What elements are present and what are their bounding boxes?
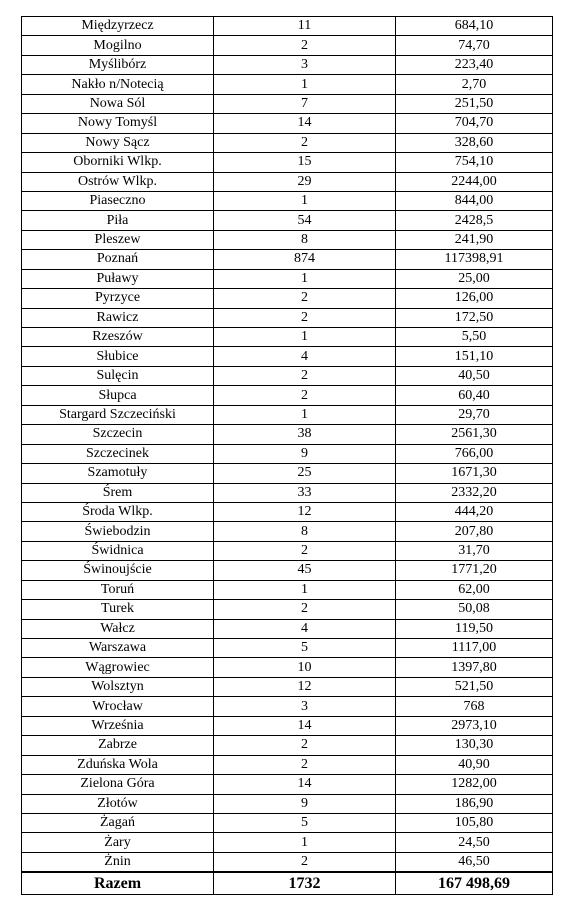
count-cell: 14: [214, 114, 396, 133]
city-cell: Warszawa: [22, 639, 214, 658]
count-cell: 29: [214, 172, 396, 191]
city-cell: Szamotuły: [22, 464, 214, 483]
city-cell: Nakło n/Notecią: [22, 75, 214, 94]
amount-cell: 2428,5: [396, 211, 553, 230]
count-cell: 2: [214, 366, 396, 385]
amount-cell: 29,70: [396, 405, 553, 424]
amount-cell: 684,10: [396, 17, 553, 36]
table-row: [22, 483, 553, 502]
count-cell: 45: [214, 561, 396, 580]
city-cell: Nowy Sącz: [22, 133, 214, 152]
table-row: [22, 289, 553, 308]
amount-cell: 207,80: [396, 522, 553, 541]
table-row: [22, 55, 553, 74]
table-row: [22, 172, 553, 191]
table-row: [22, 425, 553, 444]
city-cell: Środa Wlkp.: [22, 502, 214, 521]
city-cell: Świdnica: [22, 541, 214, 560]
amount-cell: 105,80: [396, 813, 553, 832]
amount-cell: 24,50: [396, 833, 553, 852]
count-cell: 1: [214, 269, 396, 288]
city-cell: Oborniki Wlkp.: [22, 153, 214, 172]
table-row: [22, 833, 553, 852]
city-cell: Zielona Góra: [22, 775, 214, 794]
count-cell: 1: [214, 191, 396, 210]
table-row: [22, 114, 553, 133]
table-row: [22, 386, 553, 405]
city-cell: Wągrowiec: [22, 658, 214, 677]
amount-cell: 444,20: [396, 502, 553, 521]
city-cell: Wolsztyn: [22, 677, 214, 696]
city-cell: Piła: [22, 211, 214, 230]
city-cell: Śrem: [22, 483, 214, 502]
table-row: [22, 639, 553, 658]
count-cell: 4: [214, 347, 396, 366]
amount-cell: 223,40: [396, 55, 553, 74]
city-cell: Rawicz: [22, 308, 214, 327]
count-cell: 5: [214, 639, 396, 658]
amount-cell: 74,70: [396, 36, 553, 55]
table-row: [22, 658, 553, 677]
count-cell: 2: [214, 386, 396, 405]
table-row: [22, 36, 553, 55]
count-cell: 2: [214, 600, 396, 619]
table-row: [22, 677, 553, 696]
count-cell: 12: [214, 502, 396, 521]
table-row: [22, 405, 553, 424]
count-cell: 8: [214, 230, 396, 249]
amount-cell: 1771,20: [396, 561, 553, 580]
count-cell: 33: [214, 483, 396, 502]
table-row: [22, 444, 553, 463]
count-cell: 3: [214, 697, 396, 716]
count-cell: 2: [214, 755, 396, 774]
city-cell: Nowy Tomyśl: [22, 114, 214, 133]
count-cell: 1: [214, 580, 396, 599]
table-row: [22, 230, 553, 249]
amount-cell: 31,70: [396, 541, 553, 560]
table-row: [22, 308, 553, 327]
table-row: [22, 619, 553, 638]
count-cell: 11: [214, 17, 396, 36]
amount-cell: 251,50: [396, 94, 553, 113]
table-row: [22, 269, 553, 288]
amount-cell: 1117,00: [396, 639, 553, 658]
table-row: [22, 755, 553, 774]
count-cell: 14: [214, 716, 396, 735]
count-cell: 874: [214, 250, 396, 269]
city-cell: Piaseczno: [22, 191, 214, 210]
amount-cell: 241,90: [396, 230, 553, 249]
table-row: [22, 697, 553, 716]
amount-cell: 119,50: [396, 619, 553, 638]
city-cell: Września: [22, 716, 214, 735]
city-cell: Wrocław: [22, 697, 214, 716]
amount-cell: 186,90: [396, 794, 553, 813]
table-row: [22, 75, 553, 94]
table-row: [22, 794, 553, 813]
amount-cell: 754,10: [396, 153, 553, 172]
city-cell: Zabrze: [22, 736, 214, 755]
table-row: [22, 813, 553, 832]
amount-cell: 151,10: [396, 347, 553, 366]
city-cell: Świnoujście: [22, 561, 214, 580]
city-cell: Słubice: [22, 347, 214, 366]
amount-cell: 2973,10: [396, 716, 553, 735]
count-cell: 9: [214, 444, 396, 463]
count-cell: 2: [214, 133, 396, 152]
city-cell: Żary: [22, 833, 214, 852]
amount-cell: 5,50: [396, 328, 553, 347]
amount-cell: 766,00: [396, 444, 553, 463]
count-cell: 7: [214, 94, 396, 113]
count-cell: 2: [214, 852, 396, 872]
count-cell: 2: [214, 541, 396, 560]
count-cell: 2: [214, 308, 396, 327]
city-cell: Stargard Szczeciński: [22, 405, 214, 424]
count-cell: 54: [214, 211, 396, 230]
city-cell: Zduńska Wola: [22, 755, 214, 774]
amount-cell: 2332,20: [396, 483, 553, 502]
count-cell: 2: [214, 36, 396, 55]
table-row: [22, 580, 553, 599]
table-row: [22, 775, 553, 794]
count-cell: 5: [214, 813, 396, 832]
city-cell: Rzeszów: [22, 328, 214, 347]
amount-cell: 46,50: [396, 852, 553, 872]
city-cell: Nowa Sól: [22, 94, 214, 113]
total-row: [22, 872, 553, 895]
count-cell: 9: [214, 794, 396, 813]
amount-cell: 521,50: [396, 677, 553, 696]
count-cell: 12: [214, 677, 396, 696]
table-row: [22, 133, 553, 152]
city-cell: Żnin: [22, 852, 214, 872]
table-row: [22, 561, 553, 580]
count-cell: 1: [214, 405, 396, 424]
table-row: [22, 736, 553, 755]
total-amount: 167 498,69: [396, 872, 553, 895]
count-cell: 15: [214, 153, 396, 172]
count-cell: 1: [214, 328, 396, 347]
city-cell: Szczecinek: [22, 444, 214, 463]
total-label: Razem: [22, 872, 214, 895]
table-row: [22, 464, 553, 483]
city-cell: Żagań: [22, 813, 214, 832]
table-row: [22, 716, 553, 735]
city-cell: Mogilno: [22, 36, 214, 55]
count-cell: 10: [214, 658, 396, 677]
amount-cell: 50,08: [396, 600, 553, 619]
amount-cell: 130,30: [396, 736, 553, 755]
amount-cell: 1282,00: [396, 775, 553, 794]
city-cell: Słupca: [22, 386, 214, 405]
table-row: [22, 191, 553, 210]
city-cell: Złotów: [22, 794, 214, 813]
city-summary-table: [21, 16, 553, 895]
amount-cell: 60,40: [396, 386, 553, 405]
city-cell: Pleszew: [22, 230, 214, 249]
count-cell: 2: [214, 736, 396, 755]
amount-cell: 25,00: [396, 269, 553, 288]
count-cell: 4: [214, 619, 396, 638]
count-cell: 14: [214, 775, 396, 794]
city-cell: Świebodzin: [22, 522, 214, 541]
amount-cell: 844,00: [396, 191, 553, 210]
total-count: 1732: [214, 872, 396, 895]
amount-cell: 126,00: [396, 289, 553, 308]
table-body: [22, 17, 553, 873]
table-row: [22, 541, 553, 560]
table-row: [22, 250, 553, 269]
city-cell: Szczecin: [22, 425, 214, 444]
count-cell: 3: [214, 55, 396, 74]
table-row: [22, 347, 553, 366]
city-cell: Ostrów Wlkp.: [22, 172, 214, 191]
count-cell: 25: [214, 464, 396, 483]
amount-cell: 1397,80: [396, 658, 553, 677]
table-row: [22, 600, 553, 619]
table-row: [22, 94, 553, 113]
city-cell: Wałcz: [22, 619, 214, 638]
city-cell: Turek: [22, 600, 214, 619]
amount-cell: 2561,30: [396, 425, 553, 444]
count-cell: 1: [214, 75, 396, 94]
count-cell: 8: [214, 522, 396, 541]
city-cell: Międzyrzecz: [22, 17, 214, 36]
table-row: [22, 328, 553, 347]
table-row: [22, 852, 553, 872]
amount-cell: 40,50: [396, 366, 553, 385]
city-cell: Myślibórz: [22, 55, 214, 74]
amount-cell: 1671,30: [396, 464, 553, 483]
table-row: [22, 522, 553, 541]
amount-cell: 328,60: [396, 133, 553, 152]
table-row: [22, 17, 553, 36]
city-cell: Pyrzyce: [22, 289, 214, 308]
amount-cell: 768: [396, 697, 553, 716]
amount-cell: 704,70: [396, 114, 553, 133]
count-cell: 1: [214, 833, 396, 852]
count-cell: 38: [214, 425, 396, 444]
amount-cell: 172,50: [396, 308, 553, 327]
amount-cell: 117398,91: [396, 250, 553, 269]
table-row: [22, 153, 553, 172]
city-cell: Toruń: [22, 580, 214, 599]
amount-cell: 2244,00: [396, 172, 553, 191]
city-cell: Poznań: [22, 250, 214, 269]
amount-cell: 62,00: [396, 580, 553, 599]
table-row: [22, 211, 553, 230]
count-cell: 2: [214, 289, 396, 308]
amount-cell: 2,70: [396, 75, 553, 94]
table-row: [22, 366, 553, 385]
city-cell: Sulęcin: [22, 366, 214, 385]
city-cell: Puławy: [22, 269, 214, 288]
amount-cell: 40,90: [396, 755, 553, 774]
table-row: [22, 502, 553, 521]
